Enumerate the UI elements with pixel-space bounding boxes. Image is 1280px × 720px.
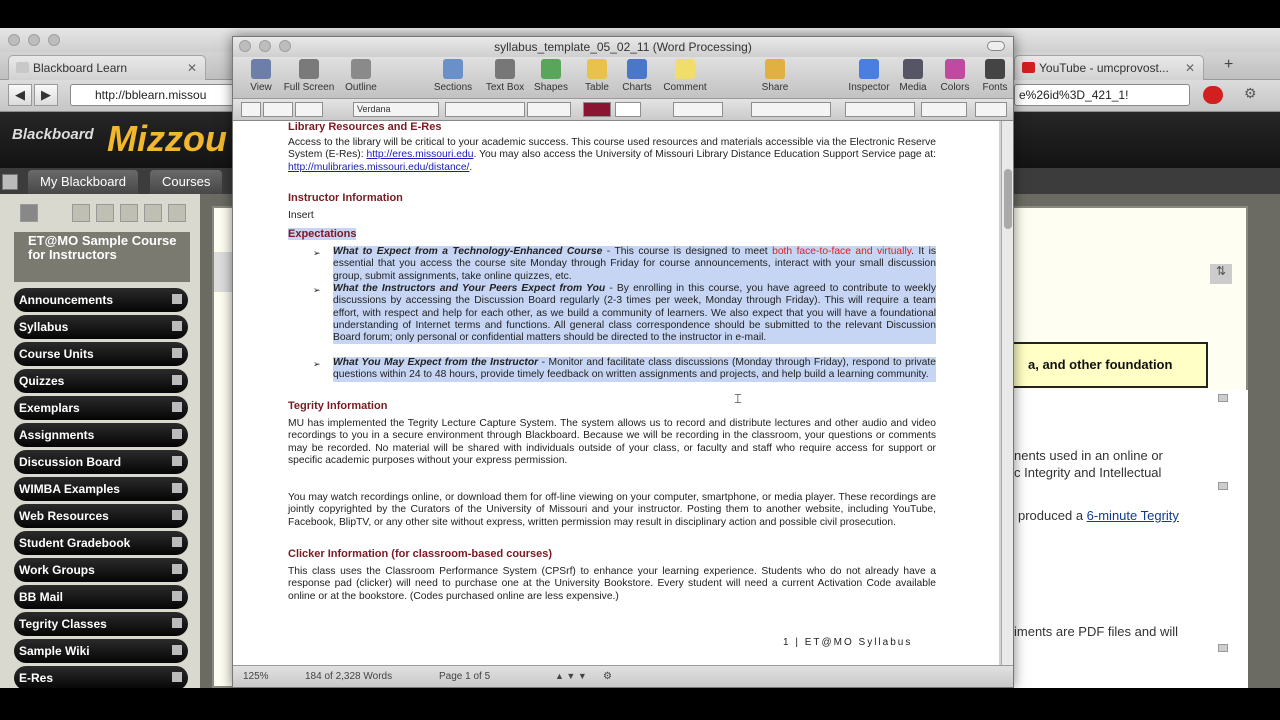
course-title-text: ET@MO Sample Course for Instructors: [28, 233, 177, 262]
zoom-window-icon[interactable]: [279, 40, 291, 52]
wrench-icon[interactable]: ⚙: [1244, 85, 1257, 101]
document-title: syllabus_template_05_02_11 (Word Processing): [494, 40, 752, 54]
sidebar-item-work-groups[interactable]: [14, 558, 188, 582]
styles-drawer-icon[interactable]: [241, 102, 261, 117]
sidebar-item-label: Work Groups: [19, 563, 95, 577]
toolbar-label: Comment: [663, 82, 707, 93]
expectation-2-text: - By enrolling in this course, you have agreed to contribute to weekly discussions by accessing the Discussion Board regularly (2-3 times per week, Monday through Friday). This will require a team effort, with respect and help for each other, as we build a community of learners. We also expect that you will have a foundational understanding of Internet terms and functions. All general class correspondence should be submitted to the relevant Discussion Board forum; only personal or confidential matters should be directed to the instructor in e-mail.: [333, 283, 936, 344]
collapse-icon[interactable]: [1218, 482, 1228, 490]
heading-clicker: Clicker Information (for classroom-based courses): [288, 548, 553, 560]
tab-courses[interactable]: Courses: [150, 170, 222, 194]
alignment-buttons[interactable]: [751, 102, 831, 117]
item-options-icon[interactable]: [172, 321, 182, 331]
item-options-icon[interactable]: [172, 591, 182, 601]
toolbar-label: View: [250, 82, 272, 93]
character-style-menu[interactable]: [295, 102, 323, 117]
view-icon: [251, 59, 271, 79]
item-options-icon[interactable]: [172, 537, 182, 547]
bullet-icon: ➢: [313, 248, 321, 258]
library-text: .: [469, 161, 473, 173]
line-spacing-menu[interactable]: [845, 102, 915, 117]
sidebar-item-label: Syllabus: [19, 320, 69, 334]
url-bar-visible-part[interactable]: [1014, 84, 1190, 106]
sidebar-item-label: Announcements: [19, 293, 114, 307]
list-style-menu[interactable]: [975, 102, 1007, 117]
sidebar-item-label: Quizzes: [19, 374, 65, 388]
paragraph-library: [288, 137, 936, 174]
status-bar: [233, 665, 1013, 687]
sidebar-item-syllabus[interactable]: [14, 315, 188, 339]
bullet-icon: ➢: [313, 285, 321, 295]
tab-label: YouTube - umcprovost...: [1039, 61, 1169, 75]
page-icon: [16, 62, 29, 73]
shapes-icon: [541, 59, 561, 79]
toolbar-label: Charts: [622, 82, 652, 93]
sidebar-item-label: Sample Wiki: [19, 644, 90, 658]
sidebar-item-quizzes[interactable]: [14, 369, 188, 393]
zoom-window-icon[interactable]: [48, 34, 60, 46]
toolbar-sections-button[interactable]: [425, 59, 481, 97]
url-text-right: e%26id%3D_421_1!: [1019, 88, 1129, 102]
content-text: c Integrity and Intellectual: [1014, 465, 1162, 480]
page-footer: 1 | ET@MO Syllabus: [783, 637, 913, 648]
toolbar-outline-button[interactable]: [333, 59, 389, 97]
blackboard-logo: Blackboard: [12, 126, 94, 143]
bullet-icon: ➢: [313, 359, 321, 369]
toolbar-label: Table: [585, 82, 609, 93]
toolbar-label: Text Box: [485, 82, 525, 93]
sidebar-item-course-units[interactable]: [14, 342, 188, 366]
toolbar-label: Colors: [940, 82, 970, 93]
sections-icon: [443, 59, 463, 79]
document-canvas[interactable]: [233, 121, 1001, 665]
sidebar-item-label: Exemplars: [19, 401, 80, 415]
collapse-icon[interactable]: [1218, 394, 1228, 402]
course-menu: [0, 194, 200, 688]
sort-icon[interactable]: ⇅: [1210, 264, 1232, 284]
content-text: iments are PDF files and will: [1014, 624, 1178, 639]
sidebar-item-label: Student Gradebook: [19, 536, 131, 550]
sidebar-item-e-res[interactable]: [14, 666, 188, 688]
toolbar-label: Sections: [433, 82, 473, 93]
expectation-1: [333, 246, 936, 283]
content-text: [1018, 508, 1179, 523]
toolbar-toggle-icon[interactable]: [987, 41, 1005, 51]
folder-view-icon[interactable]: [72, 204, 90, 222]
heading-expectations: Expectations: [288, 228, 357, 240]
content-right-pane: [1012, 390, 1248, 688]
sidebar-item-label: Assignments: [19, 428, 95, 442]
sidebar-item-student-gradebook[interactable]: [14, 531, 188, 555]
vertical-scrollbar[interactable]: [1001, 121, 1013, 665]
content-text-prefix: produced a: [1018, 508, 1087, 523]
toolbar-label: Share: [761, 82, 789, 93]
sidebar-item-label: WIMBA Examples: [19, 482, 120, 496]
sidebar-item-label: Tegrity Classes: [19, 617, 107, 631]
heading-instructor: Instructor Information: [288, 192, 403, 204]
mulibraries-link[interactable]: http://mulibraries.missouri.edu/distance/: [288, 161, 470, 173]
inspector-icon: [859, 59, 879, 79]
pages-window: [232, 36, 1014, 688]
expectation-3: [333, 357, 936, 382]
sidebar-item-sample-wiki[interactable]: [14, 639, 188, 663]
item-options-icon[interactable]: [172, 483, 182, 493]
toolbar-label: Outline: [345, 82, 377, 93]
toolbar-label: Fonts: [982, 82, 1008, 93]
close-window-icon[interactable]: [239, 40, 251, 52]
item-options-icon[interactable]: [172, 564, 182, 574]
toolbar-full-screen-button[interactable]: [281, 59, 337, 97]
sidebar-item-label: Web Resources: [19, 509, 109, 523]
tegrity-video-link[interactable]: 6-minute Tegrity: [1086, 508, 1179, 523]
new-window-icon[interactable]: [120, 204, 138, 222]
full-screen-icon: [299, 59, 319, 79]
expectation-1-text: - This course is designed to meet: [602, 246, 773, 257]
zoom-menu[interactable]: 125%: [243, 671, 269, 682]
pages-titlebar: [233, 37, 1013, 57]
sidebar-item-wimba-examples[interactable]: [14, 477, 188, 501]
eres-link[interactable]: http://eres.missouri.edu: [366, 149, 474, 161]
sidebar-item-announcements[interactable]: [14, 288, 188, 312]
colors-icon: [945, 59, 965, 79]
minimize-window-icon[interactable]: [28, 34, 40, 46]
back-button[interactable]: ◀: [8, 84, 32, 106]
scroll-thumb[interactable]: [1004, 169, 1012, 229]
toolbar-fonts-button[interactable]: [967, 59, 1023, 97]
pages-toolbar: [233, 57, 1013, 99]
font-name: Verdana: [357, 104, 391, 114]
minimize-window-icon[interactable]: [259, 40, 271, 52]
page-navigation-arrows[interactable]: ▲ ▼ ▼: [555, 671, 587, 681]
item-options-icon[interactable]: [172, 294, 182, 304]
close-tab-icon[interactable]: ✕: [1184, 61, 1195, 75]
item-options-icon[interactable]: [172, 510, 182, 520]
toolbar-label: Shapes: [534, 82, 568, 93]
tab-youtube[interactable]: [1014, 55, 1204, 80]
font-typeface-menu[interactable]: [445, 102, 525, 117]
expectation-2-title: What the Instructors and Your Peers Expect from You: [333, 283, 606, 294]
font-family-menu[interactable]: [353, 102, 439, 117]
expectation-2: [333, 283, 936, 344]
heading-library: Library Resources and E-Res: [288, 121, 442, 133]
ibeam-cursor-icon: ⌶: [734, 391, 742, 406]
expectation-1-highlight: both face-to-face and virtually: [772, 246, 912, 257]
tab-label: Blackboard Learn: [33, 61, 128, 75]
sidebar-item-label: Course Units: [19, 347, 94, 361]
expectation-1-title: What to Expect from a Technology-Enhanced Course: [333, 246, 603, 257]
paragraph-tegrity-1: MU has implemented the Tegrity Lecture Capture System. The system allows us to record and distribute lectures and other audio and video recordings to you in a secure environment through Blackboard. Because we will be recording in the classroom, your questions or comments may be recorded. No material will be shared with individuals outside of your class, or faculty and staff who require access for support or specific academic purposes without your express permission.: [288, 418, 936, 466]
highlight-box-text: a, and other foundation: [1028, 357, 1173, 372]
share-icon: [765, 59, 785, 79]
sidebar-item-label: BB Mail: [19, 590, 64, 604]
screen: [0, 28, 1280, 688]
media-icon: [903, 59, 923, 79]
collapse-menu-handle[interactable]: [214, 252, 234, 292]
forward-button[interactable]: ▶: [34, 84, 58, 106]
youtube-icon: [1022, 62, 1035, 73]
page-indicator: Page 1 of 5: [439, 671, 491, 682]
library-text: Access to the library will be critical to your academic success. This course used resources and materials accessible via the Electronic Reserve System (E-Res):: [288, 137, 936, 161]
sidebar-item-exemplars[interactable]: [14, 396, 188, 420]
heading-tegrity: Tegrity Information: [288, 400, 388, 412]
outline-icon: [351, 59, 371, 79]
sidebar-item-label: Discussion Board: [19, 455, 122, 469]
item-options-icon[interactable]: [172, 672, 182, 682]
expectation-1-text: . It is essential that you access the course site Monday through Friday for course announcements, interact with your small discussion group, submit assignments, take online quizzes, etc.: [333, 246, 937, 282]
sidebar-item-web-resources[interactable]: [14, 504, 188, 528]
text-box-icon: [495, 59, 515, 79]
course-title[interactable]: [14, 232, 190, 282]
close-tab-icon[interactable]: ✕: [186, 61, 197, 75]
sidebar-item-label: E-Res: [19, 671, 54, 685]
add-menu-item-icon[interactable]: [20, 204, 38, 222]
highlight-color-well[interactable]: [615, 102, 641, 117]
word-count[interactable]: 184 of 2,328 Words: [305, 671, 393, 682]
item-options-icon[interactable]: [172, 618, 182, 628]
extension-icon[interactable]: [1203, 86, 1223, 104]
font-size-menu[interactable]: [527, 102, 571, 117]
toolbar-label: Inspector: [848, 82, 890, 93]
course-menu-tools: [14, 204, 190, 226]
tab-blackboard-learn[interactable]: [8, 55, 206, 80]
item-options-icon[interactable]: [172, 402, 182, 412]
library-text: . You may also access the University of Missouri Library Distance Education Support Service page at:: [473, 149, 936, 161]
content-text: nents used in an online or: [1014, 448, 1163, 463]
toolbar-share-button[interactable]: [747, 59, 803, 97]
comment-icon: [675, 59, 695, 79]
toolbar-label: Media: [899, 82, 927, 93]
columns-menu[interactable]: [921, 102, 967, 117]
paragraph-clicker: This class uses the Classroom Performance System (CPSrf) to enhance your learning experience. Students who do not already have a response pad (clicker) will need to purchase one at the University Bookstore. Every student will need a current Activation Code available online or at the bookstore. (Codes purchased online are less expensive.): [288, 566, 936, 602]
tab-my-blackboard[interactable]: My Blackboard: [28, 170, 138, 194]
url-bar[interactable]: [70, 84, 234, 106]
toolbar-label: Full Screen: [283, 82, 335, 93]
url-text: http://bblearn.missou: [95, 88, 207, 102]
expectation-3-title: What You May Expect from the Instructor: [333, 357, 539, 368]
close-window-icon[interactable]: [8, 34, 20, 46]
item-options-icon[interactable]: [172, 456, 182, 466]
item-options-icon[interactable]: [172, 375, 182, 385]
highlight-box: [1012, 342, 1208, 388]
format-bar: [233, 99, 1013, 121]
paragraph-style-menu[interactable]: [263, 102, 293, 117]
collapse-icon[interactable]: [1218, 644, 1228, 652]
sidebar-item-bb-mail[interactable]: [14, 585, 188, 609]
list-view-icon[interactable]: [96, 204, 114, 222]
toolbar-comment-button[interactable]: [657, 59, 713, 97]
paragraph-tegrity-2: You may watch recordings online, or download them for off-line viewing on your computer, smartphone, or media player. These recordings are jointly copyrighted by the Curators of the University of Missouri and your instructor. Posting them to another website, including YouTube, Facebook, BlipTV, or any other site without express, written permission may result in disciplinary action and possible civil prosecution.: [288, 492, 936, 528]
sidebar-item-discussion-board[interactable]: [14, 450, 188, 474]
item-options-icon[interactable]: [172, 429, 182, 439]
reorder-icon[interactable]: [168, 204, 186, 222]
text-color-well[interactable]: [583, 102, 611, 117]
insert-placeholder: Insert: [288, 210, 314, 221]
bold-italic-underline-buttons[interactable]: [673, 102, 723, 117]
item-options-icon[interactable]: [172, 645, 182, 655]
mizzou-logo: Mizzou: [107, 118, 227, 159]
table-icon: [587, 59, 607, 79]
sidebar-item-assignments[interactable]: [14, 423, 188, 447]
tab-menu-icon[interactable]: [2, 174, 18, 190]
new-tab-button[interactable]: +: [1224, 56, 1234, 73]
expectation-3-text: - Monitor and facilitate class discussions (Monday through Friday), respond to private questions within 24 to 48 hours, provide timely feedback on written assignments and projects, and help build a learning community.: [333, 357, 936, 381]
charts-icon: [627, 59, 647, 79]
fonts-icon: [985, 59, 1005, 79]
action-gear-icon[interactable]: ⚙: [603, 671, 612, 682]
refresh-icon[interactable]: [144, 204, 162, 222]
document-page[interactable]: [233, 121, 999, 665]
item-options-icon[interactable]: [172, 348, 182, 358]
sidebar-item-tegrity-classes[interactable]: [14, 612, 188, 636]
